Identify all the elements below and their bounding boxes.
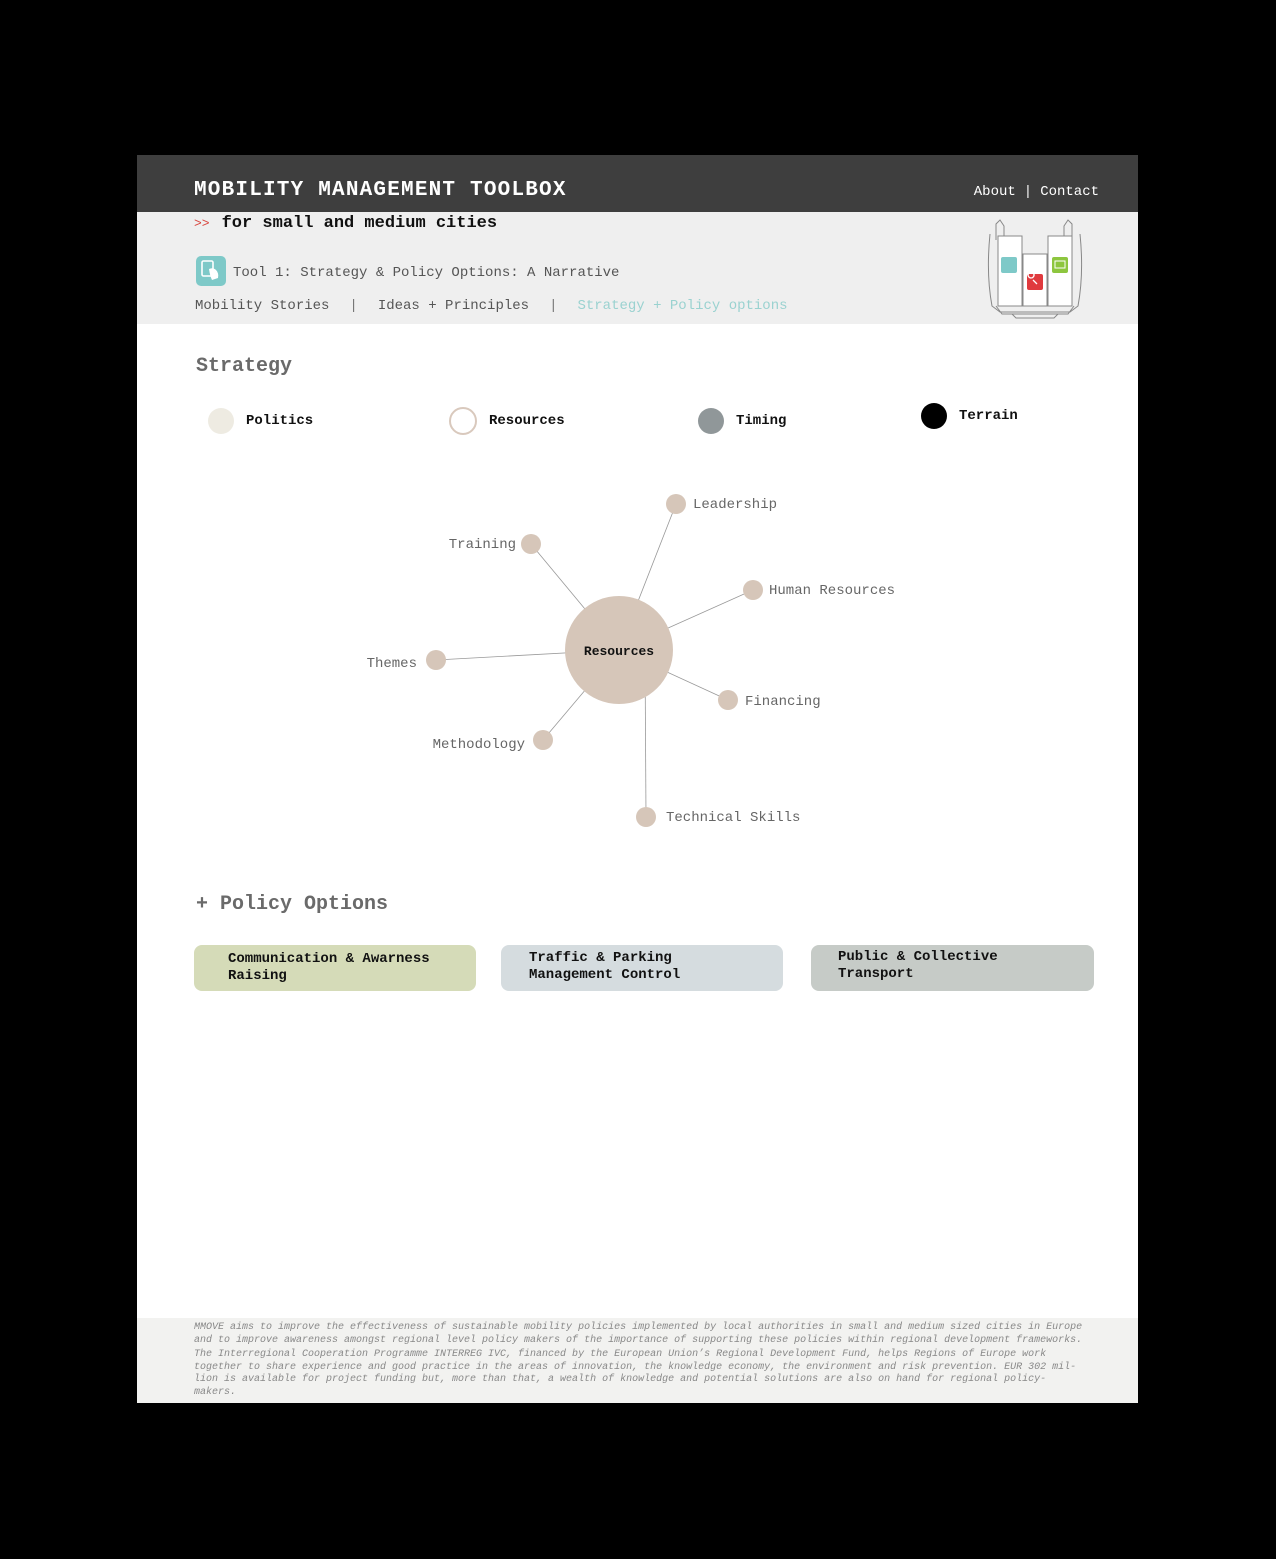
node-leadership — [666, 494, 686, 514]
subtitle-arrows: >> — [194, 216, 210, 231]
legend-politics[interactable] — [208, 408, 313, 434]
legend-timing[interactable] — [698, 408, 786, 434]
top-nav — [974, 184, 1099, 200]
policy-options-title: + Policy Options — [196, 893, 389, 916]
subnav-mobility-stories[interactable]: Mobility Stories — [195, 298, 330, 314]
subnav-separator: | — [349, 298, 358, 314]
policy-card-traffic-parking[interactable] — [501, 945, 783, 991]
top-bar — [137, 155, 1138, 212]
page — [137, 155, 1138, 1403]
footer-line: MMOVE aims to improve the effectiveness of sustainable mobility policies implemented by local authorities in small and medium sized cities in Europe — [194, 1322, 1083, 1333]
toolbox-logo-icon — [982, 214, 1088, 320]
subnav-separator: | — [549, 298, 558, 314]
node-label: Financing — [745, 694, 821, 710]
footer-line: and to improve awareness amongst regional level policy makers of the importance of supporting these policies within regional development frameworks. — [194, 1334, 1083, 1346]
node-label: Training — [448, 537, 516, 553]
node-label: Human Resources — [769, 583, 896, 599]
footer-line: together to share experience and good practice in the areas of innovation, the knowledge economy, the environment and risk prevention. EUR 302 mil- — [194, 1361, 1077, 1373]
subnav-ideas-principles[interactable]: Ideas + Principles — [377, 298, 530, 314]
legend-label: Resources — [489, 413, 565, 429]
footer-line: lion is available for project funding but, more than that, a wealth of knowledge and potential solutions are also on hand for regional policy- — [194, 1374, 1047, 1386]
card-line: Management Control — [529, 967, 681, 983]
header — [137, 212, 1138, 324]
footer-about-mmove — [194, 1322, 1114, 1347]
nav-separator: | — [1023, 184, 1033, 200]
node-themes — [426, 650, 446, 670]
node-training — [521, 534, 541, 554]
sub-nav — [195, 298, 788, 314]
subtitle-text: for small and medium cities — [221, 214, 498, 233]
contact-link[interactable]: Contact — [1040, 184, 1099, 200]
footer-about-interreg — [194, 1349, 1114, 1399]
footer-line: makers. — [194, 1386, 237, 1398]
node-label: Themes — [366, 656, 417, 672]
card-line: Transport — [838, 966, 914, 982]
node-human-resources — [743, 580, 763, 600]
tool-label: Tool 1: Strategy & Policy Options: A Narrative — [233, 265, 620, 281]
card-line: Public & Collective — [838, 949, 998, 965]
legend-label: Timing — [736, 413, 787, 429]
node-financing — [718, 690, 738, 710]
politics-dot-icon — [208, 408, 234, 434]
tool-hand-icon — [196, 256, 226, 286]
legend-resources[interactable] — [449, 407, 565, 435]
legend-terrain[interactable] — [921, 403, 1018, 429]
legend-label: Terrain — [959, 408, 1018, 424]
node-label: Methodology — [432, 737, 525, 753]
policy-card-public-transport[interactable] — [811, 945, 1094, 991]
terrain-dot-icon — [921, 403, 947, 429]
legend-label: Politics — [246, 413, 314, 429]
about-link[interactable]: About — [973, 184, 1016, 200]
card-line: Communication & Awarness — [228, 951, 430, 967]
node-methodology — [533, 730, 553, 750]
node-label: Technical Skills — [666, 810, 801, 826]
site-title: MOBILITY MANAGEMENT TOOLBOX — [194, 179, 567, 202]
site-subtitle — [194, 214, 497, 233]
resources-ring-icon — [449, 407, 477, 435]
node-label: Leadership — [693, 497, 778, 513]
resources-diagram — [137, 475, 1138, 855]
subnav-strategy-policy[interactable]: Strategy + Policy options — [577, 298, 788, 314]
center-label: Resources — [583, 644, 655, 659]
footer — [137, 1318, 1138, 1403]
card-line: Raising — [228, 968, 287, 984]
card-line: Traffic & Parking — [529, 950, 672, 966]
strategy-title: Strategy — [196, 355, 293, 378]
timing-dot-icon — [698, 408, 724, 434]
node-technical-skills — [636, 807, 656, 827]
footer-line: The Interregional Cooperation Programme INTERREG IVC, financed by the European Union’s Regional Development Fund, helps Regions of Europe work — [194, 1349, 1047, 1360]
policy-card-communication[interactable] — [194, 945, 476, 991]
